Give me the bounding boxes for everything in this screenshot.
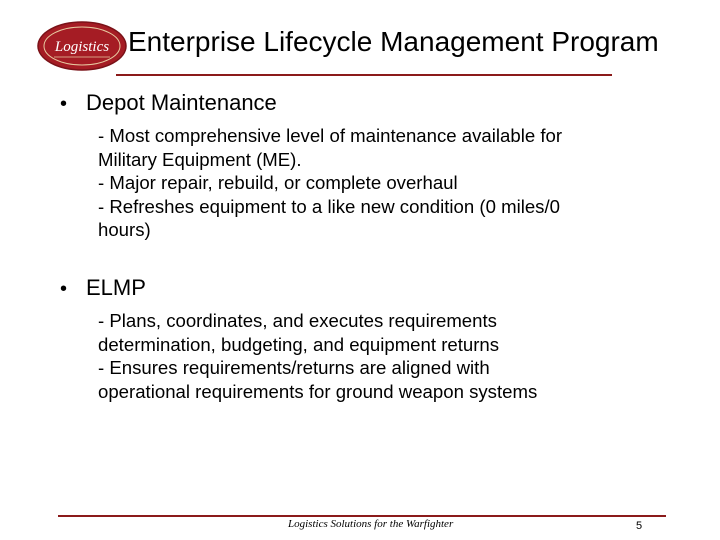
depot-maintenance-details [98, 124, 668, 242]
logo-wordmark: Logistics [54, 39, 110, 55]
bullet-heading: ELMP [86, 275, 146, 300]
logo-emblem-icon [36, 20, 128, 72]
detail-line: hours) [98, 219, 151, 240]
footer-tagline: Logistics Solutions for the Warfighter [288, 518, 454, 530]
detail-line: - Plans, coordinates, and executes requirements [98, 310, 497, 331]
detail-line: determination, budgeting, and equipment returns [98, 333, 500, 355]
detail-line: Military Equipment (ME). [98, 148, 302, 170]
page-title: Enterprise Lifecycle Management Program [128, 26, 659, 57]
detail-line: - Most comprehensive level of maintenance available for [98, 125, 563, 146]
detail-line: operational requirements for ground weapon systems [98, 380, 538, 402]
detail-line: - Refreshes equipment to a like new condition (0 miles/0 [98, 195, 560, 217]
bullet-icon: • [60, 278, 68, 300]
bullet-elmp [60, 273, 146, 304]
bullet-depot-maintenance [60, 88, 277, 119]
detail-line: - Major repair, rebuild, or complete overhaul [98, 172, 458, 193]
logistics-logo [36, 20, 128, 72]
elmp-details [98, 309, 668, 403]
detail-line: - Ensures requirements/returns are aligned with [98, 357, 490, 378]
bullet-icon: • [60, 93, 68, 115]
bullet-heading: Depot Maintenance [86, 90, 277, 115]
title-divider [116, 74, 612, 76]
page-number: 5 [636, 520, 643, 532]
